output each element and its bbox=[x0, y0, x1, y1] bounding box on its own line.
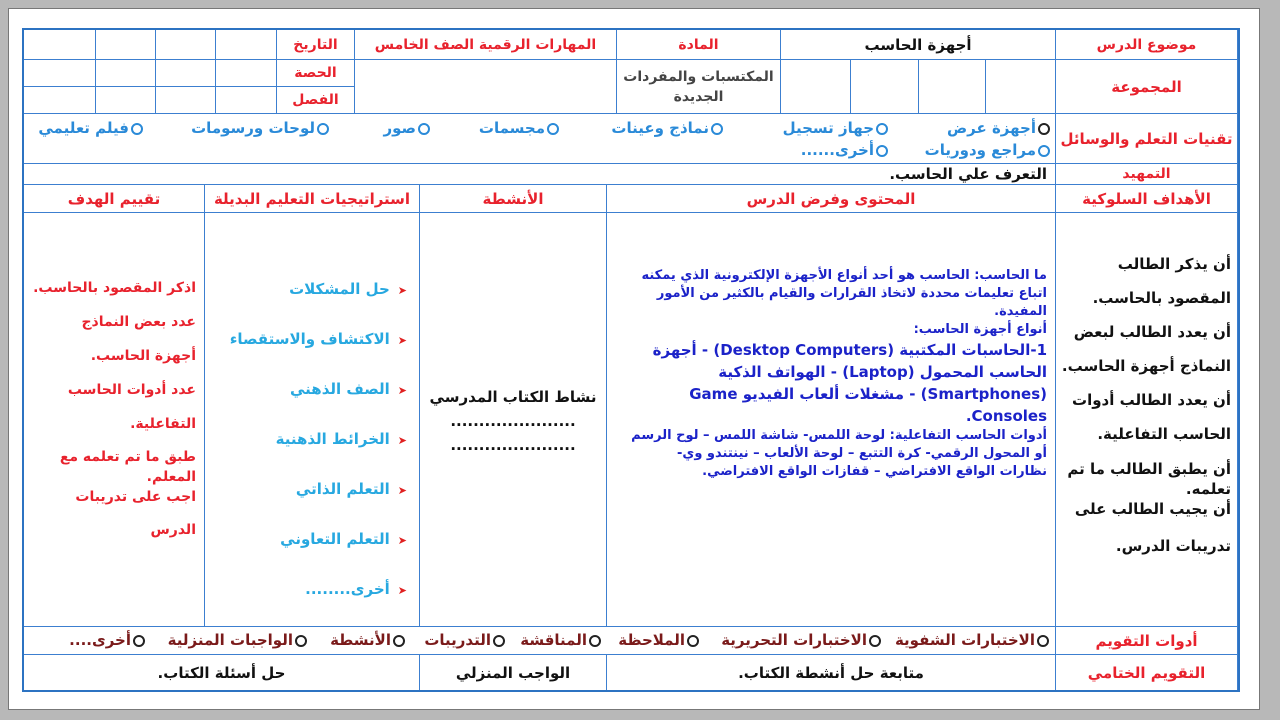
strategy-item: ➤الصف الذهني bbox=[290, 380, 407, 398]
tech-option-1[interactable]: أجهزة عرض bbox=[947, 119, 1050, 137]
arrow-left-icon: ➤ bbox=[397, 334, 407, 347]
vocab-label: المكتسبات والمفردات الجديدة bbox=[617, 60, 781, 114]
strategy-item: ➤الخرائط الذهنية bbox=[275, 430, 407, 448]
period-cell-4 bbox=[24, 60, 96, 87]
assessment-option-6[interactable]: الأنشطة bbox=[330, 631, 405, 649]
content-line: أدوات الحاسب التفاعلية: لوحة اللمس- شاشة اللمس – لوح الرسم bbox=[631, 428, 1047, 443]
radio-circle-icon[interactable] bbox=[547, 123, 559, 135]
class-cell-3 bbox=[96, 87, 156, 114]
final-label: التقويم الختامي bbox=[1056, 655, 1238, 690]
group-cell-3 bbox=[851, 60, 919, 114]
radio-circle-icon[interactable] bbox=[876, 123, 888, 135]
evaluation-line: عدد أدوات الحاسب bbox=[67, 382, 196, 398]
arrow-left-icon: ➤ bbox=[397, 484, 407, 497]
assessment-option-2[interactable]: الاختبارات التحريرية bbox=[721, 631, 881, 649]
radio-circle-icon[interactable] bbox=[418, 123, 430, 135]
assessment-option-3[interactable]: الملاحظة bbox=[618, 631, 699, 649]
content-line: المفيدة. bbox=[994, 304, 1047, 319]
radio-circle-icon[interactable] bbox=[1037, 635, 1049, 647]
tech-option-3[interactable]: نماذج وعينات bbox=[611, 119, 723, 137]
assessment-label: أدوات التقويم bbox=[1056, 627, 1238, 655]
arrow-left-icon: ➤ bbox=[397, 284, 407, 297]
period-label: الحصة bbox=[277, 60, 355, 87]
content-line: 1-الحاسبات المكتبية (Desktop Computers) - أجهزة bbox=[652, 341, 1047, 359]
group-cell-1 bbox=[986, 60, 1056, 114]
vocab-value bbox=[355, 60, 617, 114]
evaluation-line: اذكر المقصود بالحاسب. bbox=[33, 280, 196, 296]
date-label: التاريخ bbox=[277, 30, 355, 60]
activity-dots: ...................... bbox=[450, 412, 576, 430]
radio-circle-icon[interactable] bbox=[589, 635, 601, 647]
col-strategies: استراتيجيات التعليم البديلة bbox=[205, 185, 420, 213]
content-line: ما الحاسب: الحاسب هو أحد أنواع الأجهزة الإلكترونية الذي يمكنه bbox=[641, 268, 1047, 283]
intro-label: التمهيد bbox=[1056, 164, 1238, 185]
subject-label: المادة bbox=[617, 30, 781, 60]
group-label: المجموعة bbox=[1056, 60, 1238, 114]
date-cell-3 bbox=[96, 30, 156, 60]
date-cell-2 bbox=[156, 30, 216, 60]
lesson-plan-table bbox=[22, 28, 1240, 692]
tech-option-6[interactable]: لوحات ورسومات bbox=[191, 119, 329, 137]
radio-circle-icon[interactable] bbox=[876, 145, 888, 157]
arrow-left-icon: ➤ bbox=[397, 534, 407, 547]
assessment-options bbox=[24, 627, 1056, 655]
radio-circle-icon[interactable] bbox=[869, 635, 881, 647]
date-cell-4 bbox=[24, 30, 96, 60]
objective-line: الحاسب التفاعلية. bbox=[1097, 425, 1231, 443]
radio-circle-icon[interactable] bbox=[711, 123, 723, 135]
objective-line: تعلمه. bbox=[1185, 480, 1231, 498]
evaluation-line: طبق ما تم تعلمه مع bbox=[59, 449, 196, 465]
tech-options bbox=[24, 114, 1056, 164]
col-objectives: الأهداف السلوكية bbox=[1056, 185, 1238, 213]
content-line: (Smartphones) - مشغلات ألعاب الفيديو Game bbox=[689, 385, 1047, 403]
objective-line: أن يعدد الطالب أدوات bbox=[1072, 391, 1231, 409]
evaluation-line: اجب على تدريبات bbox=[75, 489, 196, 505]
tech-option-4[interactable]: مجسمات bbox=[479, 119, 559, 137]
content-cell bbox=[607, 213, 1056, 627]
radio-circle-icon[interactable] bbox=[393, 635, 405, 647]
strategies-cell bbox=[205, 213, 420, 627]
evaluation-cell bbox=[24, 213, 205, 627]
arrow-left-icon: ➤ bbox=[397, 584, 407, 597]
subject-value: المهارات الرقمية الصف الخامس bbox=[355, 30, 617, 60]
objective-line: أن يطبق الطالب ما تم bbox=[1067, 460, 1231, 478]
radio-circle-icon[interactable] bbox=[133, 635, 145, 647]
content-line: اتباع تعليمات محددة لاتخاذ القرارات والقيام بالكثير من الأمور bbox=[656, 286, 1047, 301]
strategy-item: ➤الاكتشاف والاستقصاء bbox=[229, 330, 407, 348]
strategy-item: ➤أخرى........ bbox=[305, 580, 407, 598]
tech-option-8[interactable]: مراجع ودوريات bbox=[925, 141, 1050, 159]
col-activities: الأنشطة bbox=[420, 185, 607, 213]
class-label: الفصل bbox=[277, 87, 355, 114]
radio-circle-icon[interactable] bbox=[1038, 145, 1050, 157]
content-line: الحاسب المحمول (Laptop) - الهواتف الذكية bbox=[718, 363, 1047, 381]
content-line: أو المحول الرقمي- كرة التتبع – لوحة الألعاب – نينتندو وي- bbox=[677, 446, 1047, 461]
assessment-option-1[interactable]: الاختبارات الشفوية bbox=[895, 631, 1049, 649]
strategy-item: ➤التعلم الذاتي bbox=[295, 480, 407, 498]
class-cell-2 bbox=[156, 87, 216, 114]
tech-option-5[interactable]: صور bbox=[383, 119, 430, 137]
intro-value: التعرف علي الحاسب. bbox=[24, 164, 1056, 185]
class-cell-4 bbox=[24, 87, 96, 114]
evaluation-line: المعلم. bbox=[146, 469, 196, 485]
radio-circle-icon[interactable] bbox=[317, 123, 329, 135]
objective-line: تدريبات الدرس. bbox=[1115, 537, 1231, 555]
activities-cell bbox=[420, 213, 607, 627]
group-cell-4 bbox=[781, 60, 851, 114]
col-content: المحتوى وفرض الدرس bbox=[607, 185, 1056, 213]
col-evaluation: تقييم الهدف bbox=[24, 185, 205, 213]
objectives-cell bbox=[1056, 213, 1238, 627]
evaluation-line: التفاعلية. bbox=[130, 416, 196, 432]
content-line: أنواع أجهزة الحاسب: bbox=[913, 322, 1047, 337]
objective-line: أن يجيب الطالب على bbox=[1074, 500, 1231, 518]
content-line: نظارات الواقع الافتراضي – قفازات الواقع الافتراضي. bbox=[702, 464, 1047, 479]
topic-label: موضوع الدرس bbox=[1056, 30, 1238, 60]
radio-circle-icon[interactable] bbox=[131, 123, 143, 135]
period-cell-3 bbox=[96, 60, 156, 87]
radio-circle-icon[interactable] bbox=[493, 635, 505, 647]
content-line: Consoles. bbox=[965, 407, 1047, 425]
arrow-left-icon: ➤ bbox=[397, 434, 407, 447]
evaluation-line: الدرس bbox=[150, 522, 196, 538]
strategy-item: ➤حل المشكلات bbox=[289, 280, 407, 298]
radio-circle-icon[interactable] bbox=[295, 635, 307, 647]
activity-dots: ...................... bbox=[450, 436, 576, 454]
tech-option-2[interactable]: جهاز تسجيل bbox=[783, 119, 888, 137]
evaluation-line: أجهزة الحاسب. bbox=[90, 348, 196, 364]
strategy-item: ➤التعلم التعاوني bbox=[280, 530, 407, 548]
homework-label: الواجب المنزلي bbox=[420, 655, 607, 690]
group-cell-2 bbox=[919, 60, 986, 114]
objective-line: النماذج أجهزة الحاسب. bbox=[1061, 357, 1231, 375]
assessment-option-8[interactable]: أخرى.... bbox=[69, 631, 145, 649]
topic-value: أجهزة الحاسب bbox=[781, 30, 1056, 60]
assessment-option-7[interactable]: الواجبات المنزلية bbox=[168, 631, 307, 649]
arrow-left-icon: ➤ bbox=[397, 384, 407, 397]
radio-circle-icon[interactable] bbox=[687, 635, 699, 647]
tech-option-9[interactable]: أخرى...... bbox=[801, 141, 888, 159]
radio-circle-icon[interactable] bbox=[1038, 123, 1050, 135]
final-followup: متابعة حل أنشطة الكتاب. bbox=[607, 655, 1056, 690]
assessment-option-4[interactable]: المناقشة bbox=[520, 631, 601, 649]
objective-line: أن يعدد الطالب لبعض bbox=[1073, 323, 1231, 341]
period-cell-2 bbox=[156, 60, 216, 87]
tech-label: تقنيات التعلم والوسائل bbox=[1056, 114, 1238, 164]
date-cell-1 bbox=[216, 30, 277, 60]
evaluation-line: عدد بعض النماذج bbox=[81, 314, 196, 330]
activity-main: نشاط الكتاب المدرسي bbox=[429, 388, 597, 406]
objective-line: أن يذكر الطالب bbox=[1117, 255, 1231, 273]
class-cell-1 bbox=[216, 87, 277, 114]
assessment-option-5[interactable]: التدريبات bbox=[424, 631, 505, 649]
period-cell-1 bbox=[216, 60, 277, 87]
homework-value: حل أسئلة الكتاب. bbox=[24, 655, 420, 690]
tech-option-7[interactable]: فيلم تعليمي bbox=[38, 119, 143, 137]
objective-line: المقصود بالحاسب. bbox=[1092, 289, 1231, 307]
